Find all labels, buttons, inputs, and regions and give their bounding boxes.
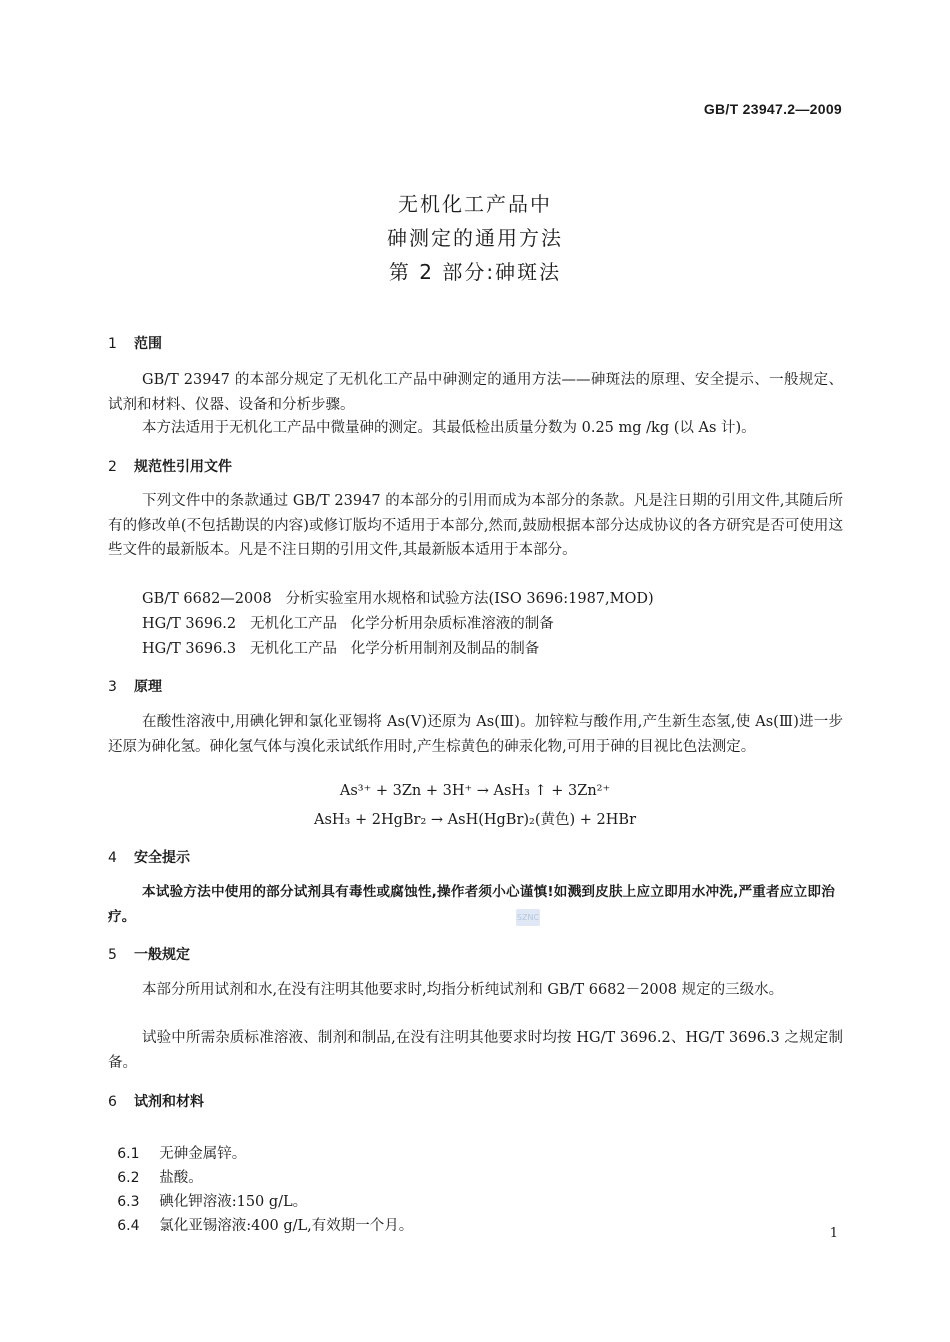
section-number: 5: [108, 947, 117, 963]
scope-paragraph-1: GB/T 23947 的本部分规定了无机化工产品中砷测定的通用方法——砷斑法的原理、安全提示、一般规定、试剂和材料、仪器、设备和分析步骤。: [108, 372, 843, 413]
section-title: 安全提示: [134, 850, 190, 866]
section-title: 原理: [134, 679, 162, 695]
section-title: 试剂和材料: [134, 1094, 204, 1110]
item-number: 6.4: [117, 1218, 140, 1234]
safety-warning: 本试验方法中使用的部分试剂具有毒性或腐蚀性,操作者须小心谨慎!如溅到皮肤上应立即用水冲洗,严重者应立即治疗。: [108, 884, 836, 925]
title-line-1: 无机化工产品中: [398, 192, 552, 216]
item-number: 6.2: [117, 1170, 140, 1186]
reaction-formula-2: AsH₃ + 2HgBr₂ → AsH(HgBr)₂(黄色) + 2HBr: [314, 812, 636, 828]
section-4-heading: [108, 847, 190, 867]
references-paragraph: 下列文件中的条款通过 GB/T 23947 的本部分的引用而成为本部分的条款。凡是注日期的引用文件,其随后所有的修改单(不包括勘误的内容)或修订版均不适用于本部分,然而,鼓励根据本部分达成协议的各方研究是否可使用这些文件的最新版本。凡是不注日期的引用文件,其最新版本适用于本部分。: [108, 493, 843, 558]
section-number: 1: [108, 336, 117, 352]
principle-paragraph: 在酸性溶液中,用碘化钾和氯化亚锡将 As(Ⅴ)还原为 As(Ⅲ)。加锌粒与酸作用,产生新生态氢,使 As(Ⅲ)进一步还原为砷化氢。砷化氢气体与溴化汞试纸作用时,产生棕黄色的砷汞化物,可用于砷的目视比色法测定。: [108, 714, 843, 755]
standard-number: GB/T 23947.2—2009: [703, 101, 842, 117]
section-1-heading: [108, 333, 162, 353]
page-number: 1: [829, 1226, 838, 1241]
section-title: 规范性引用文件: [134, 459, 232, 475]
item-number: 6.1: [117, 1146, 140, 1162]
general-paragraph-1: 本部分所用试剂和水,在没有注明其他要求时,均指分析纯试剂和 GB/T 6682－2008 规定的三级水。: [142, 982, 784, 998]
reference-item: GB/T 6682—2008 分析实验室用水规格和试验方法(ISO 3696:1987,MOD): [142, 591, 654, 607]
section-number: 3: [108, 679, 117, 695]
item-text: 盐酸。: [159, 1170, 203, 1186]
section-2-heading: [108, 456, 232, 476]
list-item: [108, 1198, 413, 1235]
reaction-formula-1: As³⁺ + 3Zn + 3H⁺ → AsH₃ ↑ + 3Zn²⁺: [339, 783, 611, 799]
general-paragraph-2: 试验中所需杂质标准溶液、制剂和制品,在没有注明其他要求时均按 HG/T 3696.2、HG/T 3696.3 之规定制备。: [108, 1030, 843, 1071]
title-line-2: 砷测定的通用方法: [387, 226, 563, 250]
item-text: 无砷金属锌。: [159, 1146, 247, 1162]
title-line-3: 第 2 部分:砷斑法: [388, 260, 562, 284]
section-6-heading: [108, 1091, 204, 1111]
item-text: 碘化钾溶液:150 g/L。: [159, 1194, 308, 1210]
section-5-heading: [108, 944, 190, 964]
section-number: 6: [108, 1094, 117, 1110]
item-number: 6.3: [117, 1194, 140, 1210]
watermark-stamp: SZNC: [516, 909, 540, 926]
section-number: 2: [108, 459, 117, 475]
section-title: 范围: [134, 336, 162, 352]
scope-paragraph-2: 本方法适用于无机化工产品中微量砷的测定。其最低检出质量分数为 0.25 mg /kg (以 As 计)。: [142, 420, 756, 436]
item-text: 氯化亚锡溶液:400 g/L,有效期一个月。: [159, 1218, 414, 1234]
reference-item: HG/T 3696.2 无机化工产品 化学分析用杂质标准溶液的制备: [142, 616, 554, 632]
section-3-heading: [108, 676, 162, 696]
section-number: 4: [108, 850, 117, 866]
reference-item: HG/T 3696.3 无机化工产品 化学分析用制剂及制品的制备: [142, 641, 540, 657]
section-title: 一般规定: [134, 947, 190, 963]
